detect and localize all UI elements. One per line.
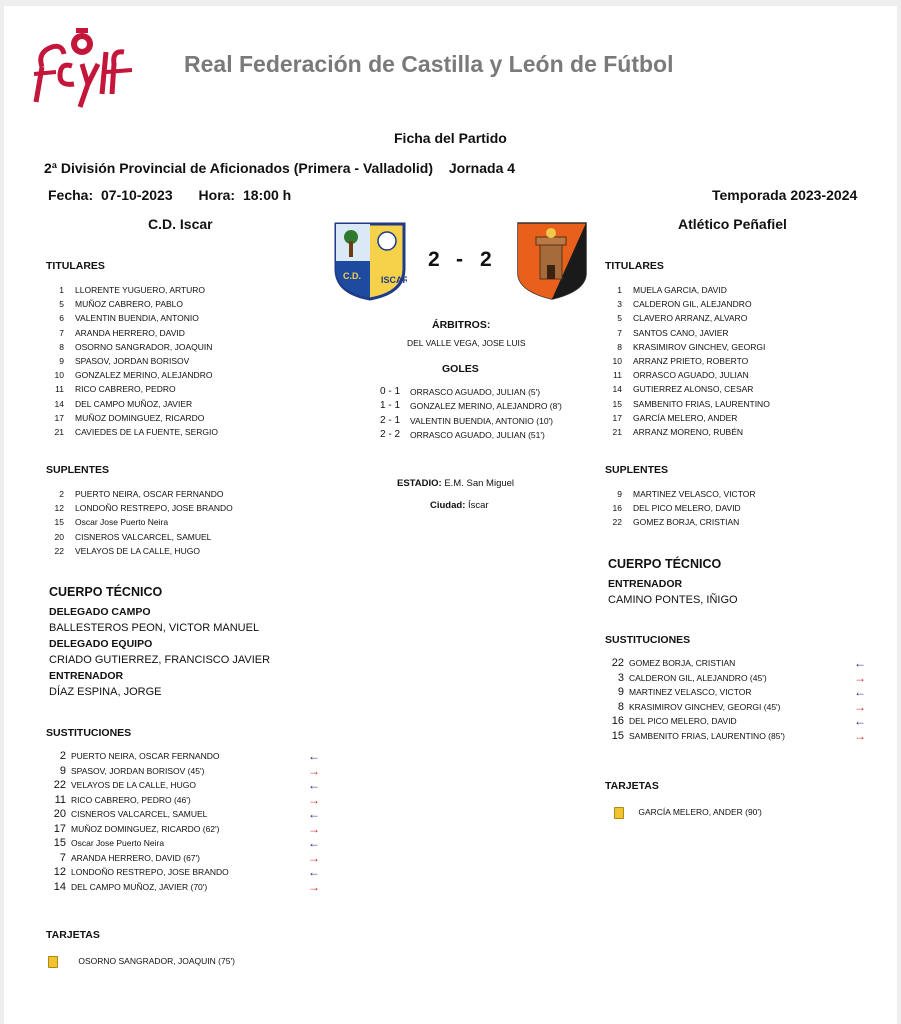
date-value: 07-10-2023 [101, 187, 173, 203]
home-starters-list [44, 283, 304, 439]
stadium-value: E.M. San Miguel [444, 478, 515, 489]
goal-item: 2 - 1 VALENTIN BUENDIA, ANTONIO (10') [380, 414, 554, 426]
substitution-item: 8 KRASIMIROV GINCHEV, GEORGI (45') → [617, 699, 866, 714]
goal-item: 2 - 2 ORRASCO AGUADO, JULIAN (51') [380, 428, 545, 440]
substitution-in-arrow-icon: ← [308, 778, 320, 792]
list-item: 8 OSORNO SANGRADOR, JOAQUIN [59, 341, 213, 352]
staff-name: CRIADO GUTIERREZ, FRANCISCO JAVIER [49, 654, 271, 666]
home-starters-label: TITULARES [46, 260, 105, 272]
home-team-crest [333, 221, 407, 301]
list-item: 20 CISNEROS VALCARCEL, SAMUEL [54, 531, 212, 542]
time-value: 18:00 h [242, 187, 292, 203]
goals-label: GOLES [442, 363, 479, 375]
staff-role: DELEGADO CAMPO [49, 606, 151, 618]
goal-item: 0 - 1 ORRASCO AGUADO, JULIAN (5') [380, 386, 541, 397]
list-item: 2 PUERTO NEIRA, OSCAR FERNANDO [59, 489, 224, 499]
substitution-item: 9 SPASOV, JORDAN BORISOV (45') → [59, 763, 320, 778]
list-item: 6 VALENTIN BUENDIA, ANTONIO [59, 313, 199, 324]
card-player: GARCÍA MELERO, ANDER (90') [638, 807, 762, 818]
list-item: 17 GARCÍA MELERO, ANDER [612, 412, 738, 423]
list-item: 5 MUÑOZ CABRERO, PABLO [59, 299, 183, 310]
substitution-out-arrow-icon: → [308, 821, 320, 836]
substitution-item: 17 MUÑOZ DOMINGUEZ, RICARDO (62') → [53, 821, 320, 836]
score-dash: - [456, 248, 463, 271]
staff-role: ENTRENADOR [49, 670, 124, 682]
list-item: 1 LLORENTE YUGUERO, ARTURO [59, 285, 206, 295]
substitution-in-arrow-icon: ← [308, 749, 320, 763]
city-label: Ciudad: [430, 500, 466, 511]
goals-list [380, 385, 580, 442]
city [430, 500, 489, 511]
list-item: 5 CLAVERO ARRANZ, ALVARO [617, 313, 748, 324]
list-item: 16 DEL PICO MELERO, DAVID [612, 503, 741, 514]
home-subs-list [44, 487, 304, 558]
list-item: 8 KRASIMIROV GINCHEV, GEORGI [617, 341, 766, 352]
substitution-item: 2 PUERTO NEIRA, OSCAR FERNANDO ← [59, 749, 320, 763]
home-staff-list [49, 606, 270, 702]
staff-name: CAMINO PONTES, IÑIGO [608, 594, 738, 606]
list-item: 1 MUELA GARCIA, DAVID [617, 285, 727, 295]
round: Jornada 4 [448, 160, 516, 176]
time-label: Hora: [198, 187, 236, 203]
substitution-out-arrow-icon: → [308, 792, 320, 807]
away-staff-label: CUERPO TÉCNICO [608, 557, 722, 571]
away-cards-label: TARJETAS [605, 780, 659, 792]
away-staff-list [608, 578, 738, 610]
stadium-label: ESTADIO: [397, 478, 442, 489]
substitution-item: 20 CISNEROS VALCARCEL, SAMUEL ← [53, 807, 320, 821]
substitution-item: 3 CALDERON GIL, ALEJANDRO (45') → [617, 670, 866, 685]
list-item: 3 CALDERON GIL, ALEJANDRO [617, 299, 752, 310]
substitution-item: 14 DEL CAMPO MUÑOZ, JAVIER (70') → [53, 879, 320, 894]
substitution-in-arrow-icon: ← [308, 807, 320, 821]
substitution-item: 12 LONDOÑO RESTREPO, JOSE BRANDO ← [53, 865, 320, 879]
referees-label: ÁRBITROS: [432, 319, 491, 331]
yellow-card-icon [48, 956, 58, 968]
city-value: Íscar [468, 500, 489, 511]
federation-logo [32, 22, 140, 114]
home-team-name: C.D. Iscar [148, 216, 213, 232]
staff-name: BALLESTEROS PEON, VICTOR MANUEL [49, 622, 260, 634]
svg-text:ISCAR: ISCAR [381, 275, 407, 285]
away-score: 2 [480, 248, 492, 271]
substitution-out-arrow-icon: → [854, 670, 866, 685]
home-score: 2 [428, 248, 440, 271]
substitution-item: 7 ARANDA HERRERO, DAVID (67') → [59, 850, 320, 865]
list-item: 14 DEL CAMPO MUÑOZ, JAVIER [54, 398, 193, 409]
season: Temporada 2023-2024 [712, 187, 858, 203]
list-item: 21 ARRANZ MORENO, RUBÉN [612, 426, 744, 437]
away-substitutions-label: SUSTITUCIONES [605, 634, 691, 646]
substitution-out-arrow-icon: → [308, 763, 320, 778]
substitution-item: 22 GOMEZ BORJA, CRISTIAN ← [611, 656, 866, 670]
substitution-item: 9 MARTINEZ VELASCO, VICTOR ← [617, 685, 866, 699]
list-item: 22 GOMEZ BORJA, CRISTIAN [612, 517, 740, 528]
staff-name: DÍAZ ESPINA, JORGE [49, 686, 162, 698]
substitution-item: 15 SAMBENITO FRIAS, LAURENTINO (85') → [611, 728, 866, 743]
list-item: 11 RICO CABRERO, PEDRO [55, 384, 176, 395]
stadium [397, 478, 514, 489]
substitution-item: 16 DEL PICO MELERO, DAVID ← [611, 714, 866, 728]
substitution-in-arrow-icon: ← [854, 714, 866, 728]
home-subs-label: SUPLENTES [46, 464, 110, 476]
substitution-item: 15 Oscar Jose Puerto Neira ← [53, 836, 320, 850]
competition [44, 160, 515, 176]
staff-role: ENTRENADOR [608, 578, 683, 590]
date-time [48, 187, 291, 203]
substitution-out-arrow-icon: → [854, 699, 866, 714]
competition-name: 2ª División Provincial de Aficionados (Primera - Valladolid) [44, 160, 433, 176]
away-starters-label: TITULARES [605, 260, 664, 272]
substitution-item: 11 RICO CABRERO, PEDRO (46') → [54, 792, 320, 807]
substitution-item: 22 VELAYOS DE LA CALLE, HUGO ← [53, 778, 320, 792]
away-subs-list [602, 487, 862, 530]
list-item: 15 SAMBENITO FRIAS, LAURENTINO [612, 398, 770, 409]
list-item: 22 VELAYOS DE LA CALLE, HUGO [54, 545, 201, 556]
list-item: 14 GUTIERREZ ALONSO, CESAR [612, 384, 754, 395]
staff-role: DELEGADO EQUIPO [49, 638, 153, 650]
svg-text:C.D.: C.D. [343, 271, 361, 281]
sheet-title: Ficha del Partido [394, 130, 507, 146]
list-item: 7 ARANDA HERRERO, DAVID [59, 327, 185, 338]
list-item: 9 SPASOV, JORDAN BORISOV [59, 355, 190, 366]
federation-title: Real Federación de Castilla y León de Fútbol [184, 51, 674, 77]
list-item: 7 SANTOS CANO, JAVIER [617, 327, 729, 338]
substitution-out-arrow-icon: → [854, 728, 866, 743]
home-substitutions-list [46, 749, 326, 894]
away-starters-list [602, 283, 862, 439]
substitution-in-arrow-icon: ← [308, 836, 320, 850]
home-substitutions-label: SUSTITUCIONES [46, 727, 132, 739]
list-item: 10 ARRANZ PRIETO, ROBERTO [612, 355, 749, 366]
substitution-out-arrow-icon: → [308, 850, 320, 865]
date-label: Fecha: [48, 187, 94, 203]
home-cards-label: TARJETAS [46, 929, 100, 941]
substitution-in-arrow-icon: ← [854, 656, 866, 670]
home-card-item [48, 956, 235, 968]
substitution-in-arrow-icon: ← [854, 685, 866, 699]
away-substitutions-list [604, 656, 884, 743]
away-team-name: Atlético Peñafiel [678, 216, 787, 232]
list-item: 10 GONZALEZ MERINO, ALEJANDRO [54, 370, 213, 381]
yellow-card-icon [614, 807, 624, 819]
substitution-in-arrow-icon: ← [308, 865, 320, 879]
match-sheet-page [4, 6, 897, 1024]
list-item: 11 ORRASCO AGUADO, JULIAN [613, 370, 749, 381]
card-player: OSORNO SANGRADOR, JOAQUIN (75') [78, 956, 235, 967]
away-team-crest [516, 221, 588, 301]
list-item: 21 CAVIEDES DE LA FUENTE, SERGIO [54, 426, 218, 437]
list-item: 12 LONDOÑO RESTREPO, JOSE BRANDO [54, 503, 233, 514]
list-item: 17 MUÑOZ DOMINGUEZ, RICARDO [54, 412, 205, 423]
list-item: 15 Oscar Jose Puerto Neira [54, 517, 169, 528]
home-staff-label: CUERPO TÉCNICO [49, 585, 163, 599]
away-card-item [614, 807, 762, 819]
list-item: 9 MARTINEZ VELASCO, VICTOR [617, 489, 756, 499]
substitution-out-arrow-icon: → [308, 879, 320, 894]
referee-name: DEL VALLE VEGA, JOSE LUIS [407, 338, 526, 348]
goal-item: 1 - 1 GONZALEZ MERINO, ALEJANDRO (8') [380, 400, 562, 412]
away-subs-label: SUPLENTES [605, 464, 669, 476]
